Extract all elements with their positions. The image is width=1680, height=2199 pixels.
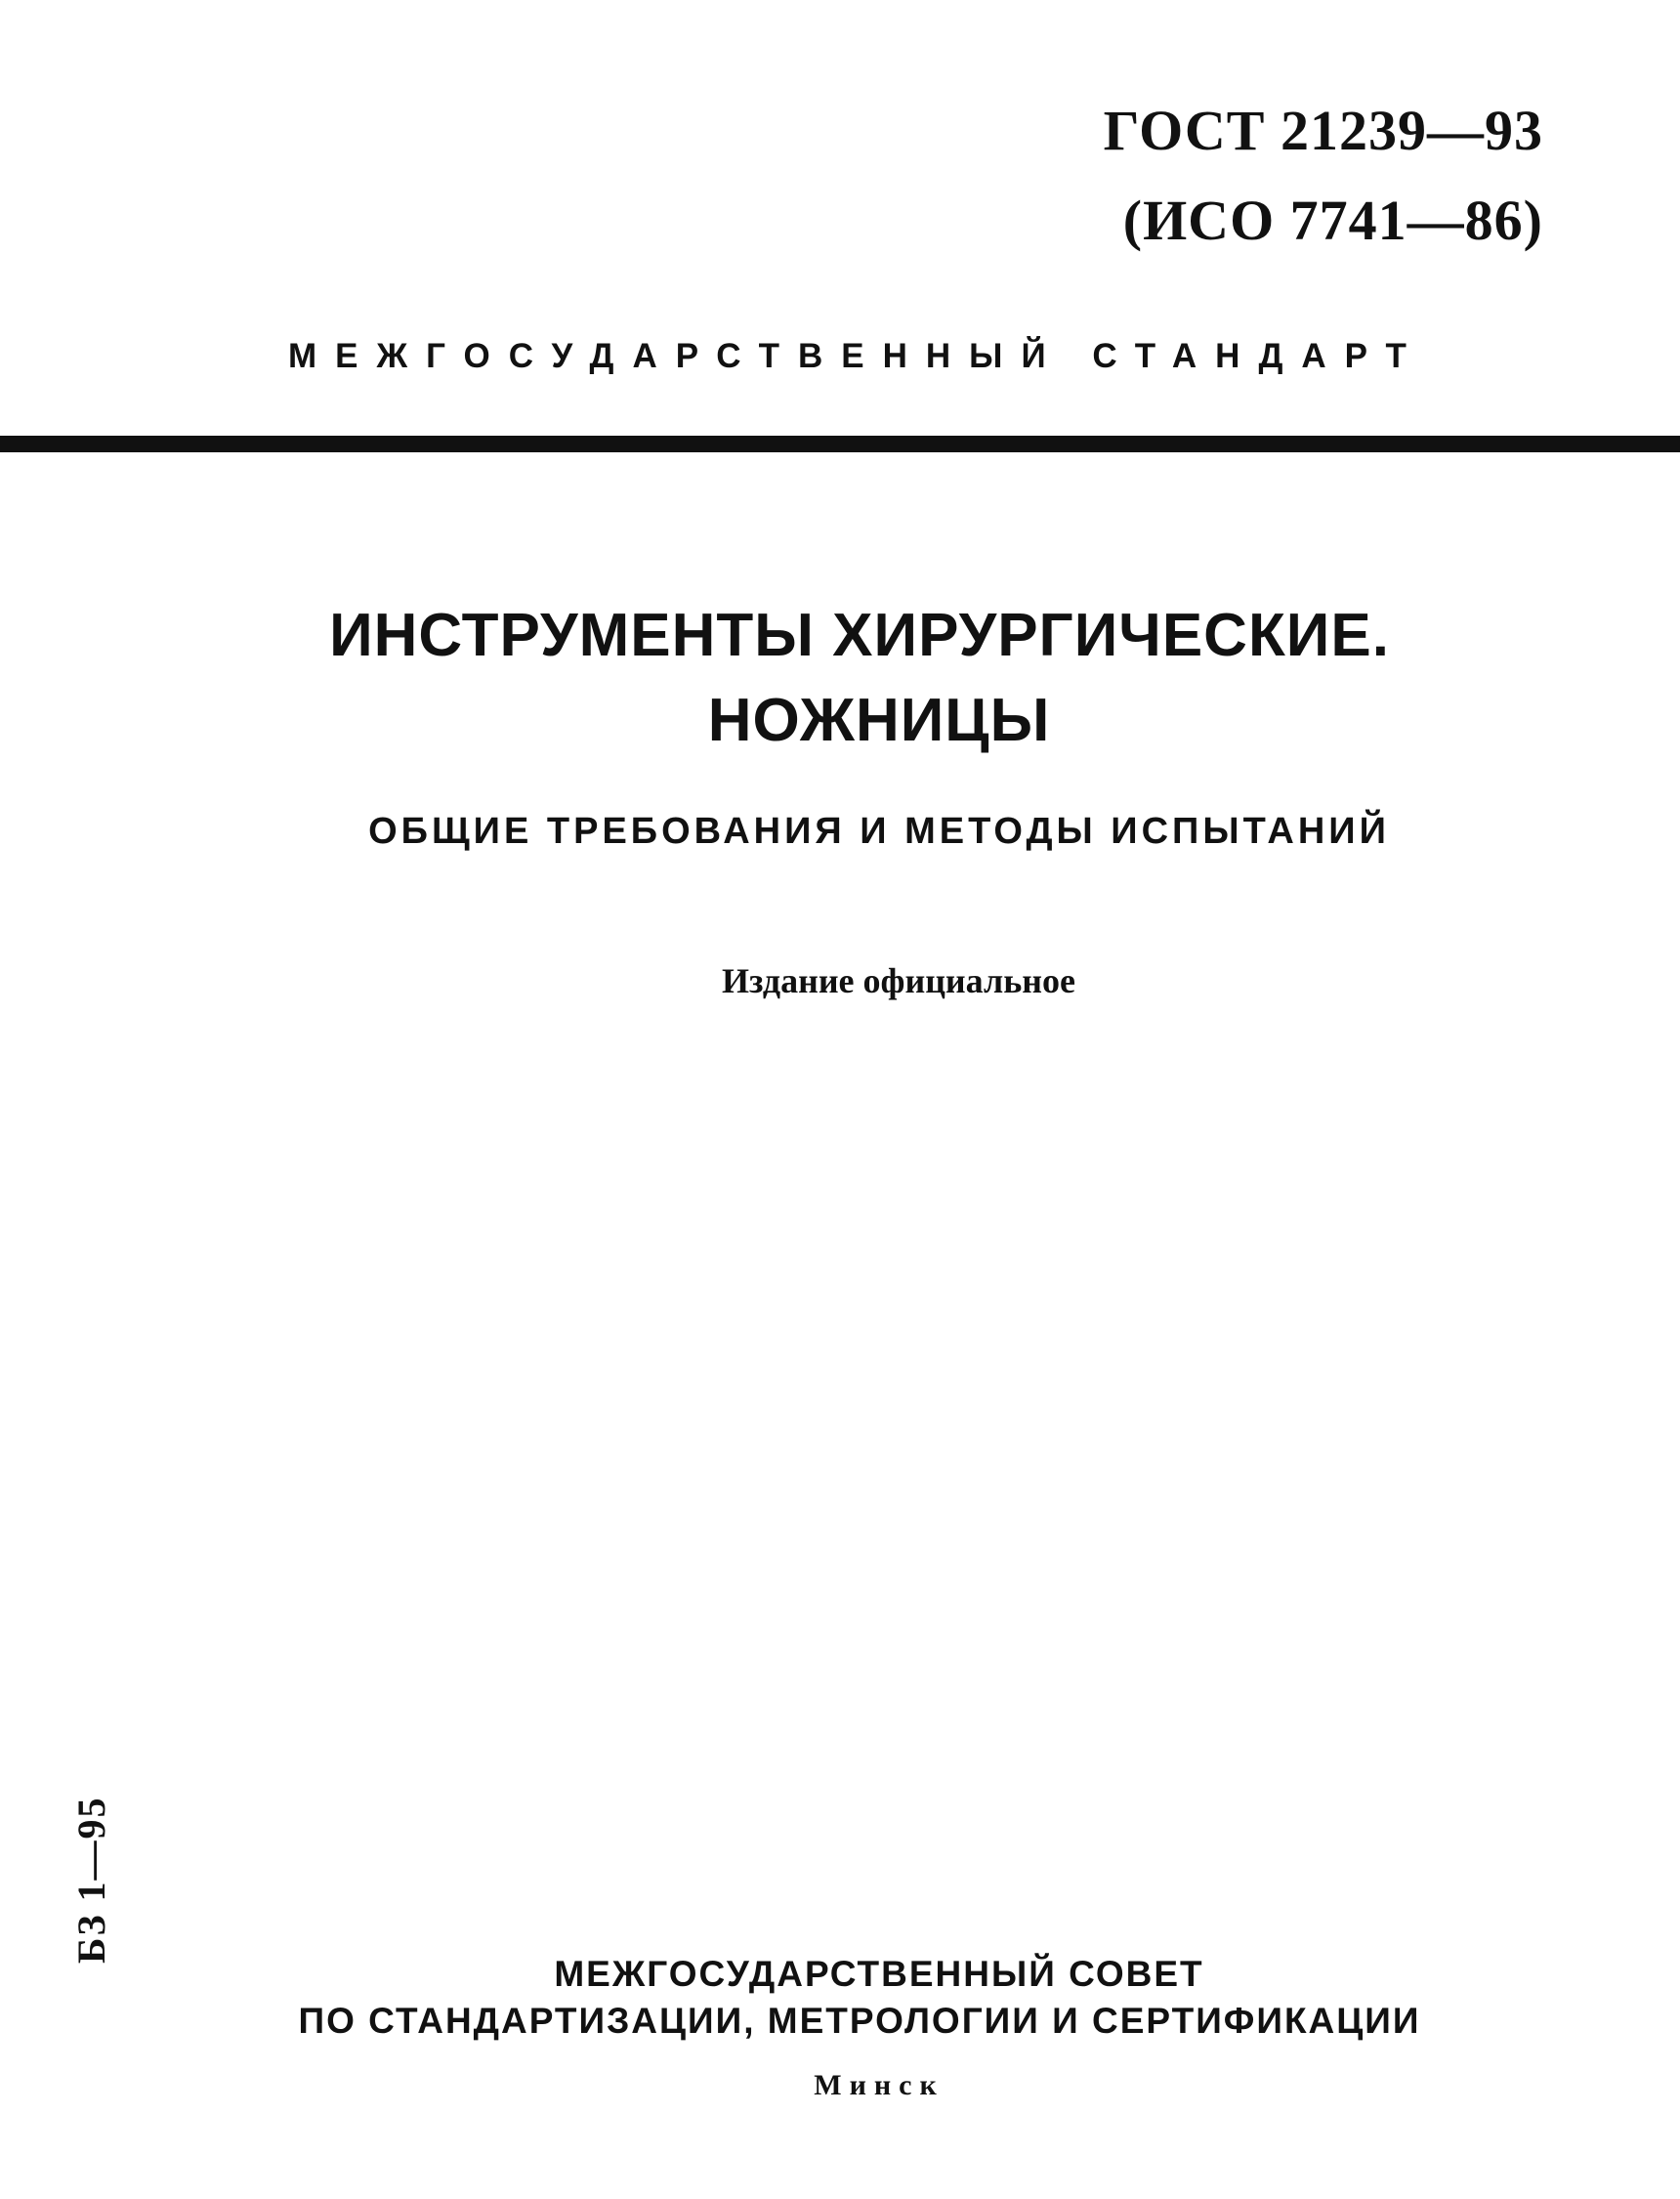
standard-designation (1104, 86, 1543, 266)
publisher-line-2: ПО СТАНДАРТИЗАЦИИ, МЕТРОЛОГИИ И СЕРТИФИКАЦИИ (298, 2001, 1421, 2041)
document-subtitle: ОБЩИЕ ТРЕБОВАНИЯ И МЕТОДЫ ИСПЫТАНИЙ (368, 811, 1390, 852)
publisher-line-1: МЕЖГОСУДАРСТВЕННЫЙ СОВЕТ (554, 1954, 1204, 1994)
document-title-line-1: ИНСТРУМЕНТЫ ХИРУРГИЧЕСКИЕ. (329, 602, 1390, 669)
horizontal-rule (0, 436, 1680, 452)
gost-number: ГОСТ 21239—93 (1103, 99, 1543, 162)
edition-label: Издание официальное (722, 961, 1075, 1000)
standard-type-heading: МЕЖГОСУДАРСТВЕННЫЙ СТАНДАРТ (288, 337, 1425, 375)
side-code: БЗ 1—95 (69, 1796, 113, 1964)
iso-number: (ИСО 7741—86) (1122, 189, 1543, 252)
document-title-line-2: НОЖНИЦЫ (707, 687, 1051, 754)
publication-city: Минск (814, 2069, 945, 2101)
